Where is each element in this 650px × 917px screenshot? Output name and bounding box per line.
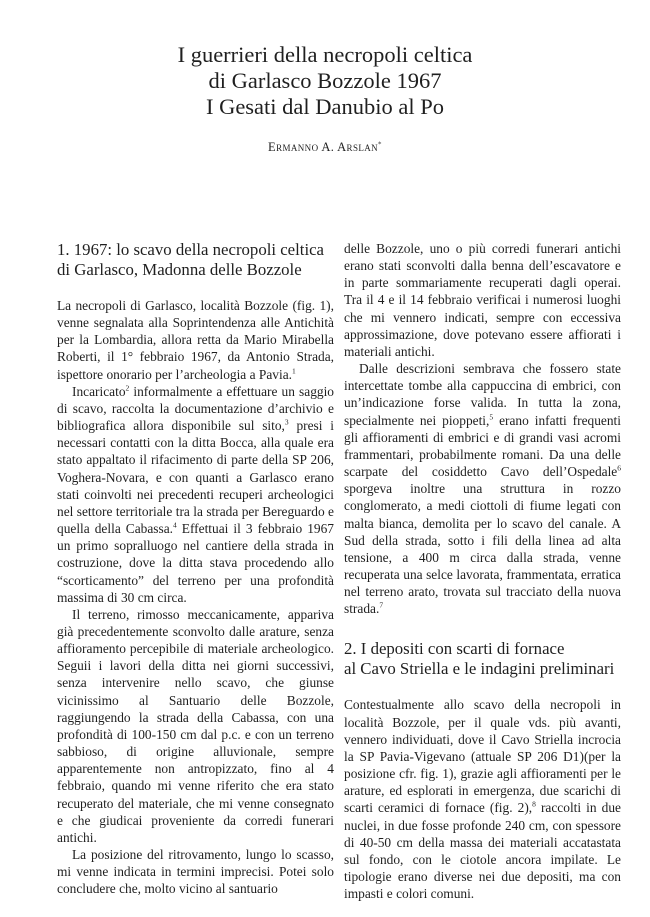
author-footnote-mark: * bbox=[378, 140, 382, 149]
paragraph-continued: delle Bozzole, uno o più corredi funerari antichi erano stati sconvolti dalla benna dell’escavatore e in parte sommariamente recuperati dagli operai. Tra il 4 e il 14 febbraio verificai i numerosi luoghi che mi vennero indicati, sempre con eccessiva approssimazione, dove potevano essere affiorati i materiali antichi. bbox=[344, 241, 621, 359]
paragraph: Incaricato$^2$ informalmente a effettuare un saggio di scavo, raccolta la documentazione d’archivio e bibliografica allora disponibile sul sito,$^3$ presi i necessari contatti con la ditta Bocca, alla quale era stato appaltato il rifacimento di parte della SP 206, Voghera-Novara, e con quanti a Garlasco erano stati coinvolti nei precedenti recuperi archeologici nel settore territoriale tra la strada per Bereguardo e quella della Cabassa.$^4$ Effettuai il 3 febbraio 1967 un primo sopralluogo nel cantiere della strada in costruzione, dove la ditta stava procedendo allo “scorticamento” del terreno per una profondità massima di 30 cm circa. bbox=[57, 383, 334, 605]
right-column bbox=[344, 240, 621, 902]
section-2-heading: 2. I depositi con scarti di fornace al Cavo Striella e le indagini preliminari bbox=[344, 639, 615, 679]
paragraph: Dalle descrizioni sembrava che fossero state intercettate tombe alla cappuccina di embrici, con un’indicazione forse valida. In tutta la zona, specialmente nei pioppeti,$^5$ erano infatti frequenti gli affioramenti di embrici e di grandi vasi acromi frammentari, probabilmente romani. Da una delle scarpate del cosiddetto Cavo dell’Ospedale$^6$ sporgeva inoltre una struttura in rozzo conglomerato, a medi ciottoli di fiume legati con malta bianca, demolita per lo scavo del canale. A Sud della strada, sotto i fili della linea ad alta tensione, a 400 m circa dalla strada, venne recuperata una selce lavorata, frammentata, erratica nel terreno arato, trovata sul tracciato della nuova strada.$^7$ bbox=[344, 361, 621, 617]
footnote-ref: 7 bbox=[379, 600, 384, 610]
paragraph: La posizione del ritrovamento, lungo lo scasso, mi venne indicata in termini imprecisi. Potei solo concludere che, molto vicino al santuario bbox=[57, 847, 334, 897]
paragraph: La necropoli di Garlasco, località Bozzole (fig. 1), venne segnalata alla Soprintendenza alle Antichità per la Lombardia, allora retta da Mario Mirabella Roberti, il 1° febbraio 1967, da Antonio Strada, ispettore onorario per l’archeologia a Pavia.$^1$ bbox=[57, 298, 334, 382]
footnote-ref: 8 bbox=[532, 799, 536, 809]
footnote-ref: 6 bbox=[617, 463, 621, 473]
section-1-heading: 1. 1967: lo scavo della necropoli celtica di Garlasco, Madonna delle Bozzole bbox=[57, 240, 325, 279]
paragraph: Contestualmente allo scavo della necropoli in località Bozzole, per il quale vds. più avanti, vennero individuati, dove il Cavo Striella incrocia la SP Pavia-Vigevano (attuale SP 206 D1)(per la posizione cfr. fig. 1), grazie agli affioramenti per le arature, ed esplorati in emergenza, due scarichi di scarti ceramici di fornace (fig. 2),$^8$ raccolti in due nuclei, in due fosse profonde 240 cm, con spessore di 40-50 cm della massa dei materiali accatastata sul fondo, con le ciotole ancora impilate. Le tipologie erano diverse nei due depositi, ma con impasti e colori comuni. bbox=[344, 697, 621, 902]
author-name: Ermanno A. Arslan bbox=[268, 140, 379, 154]
title-line-1: I guerrieri della necropoli celtica bbox=[177, 42, 473, 67]
author-line bbox=[0, 140, 650, 155]
footnote-ref: 3 bbox=[284, 417, 289, 427]
paragraph: Il terreno, rimosso meccanicamente, appariva già precedentemente sconvolto dalle arature, senza affioramento percepibile di materiale archeologico. Seguii i lavori della ditta nei giorni successivi, senza intervenire nello scavo, che giunse vicinissimo al Santuario delle Bozzole, raggiungendo la strada della Cabassa, con una profondità di 100-150 cm dal p.c. e con un terreno sabbioso, di origine alluvionale, sempre apparentemente non antropizzato, fino al 4 febbraio, quando mi venne riferito che era stato recuperato del materiale, che mi venne consegnato e che giudicai proveniente da corredi funerari antichi. bbox=[57, 606, 334, 845]
footnote-ref: 4 bbox=[173, 520, 177, 530]
footnote-ref: 5 bbox=[489, 412, 494, 422]
left-column bbox=[57, 240, 334, 897]
footnote-ref: 1 bbox=[291, 366, 296, 376]
article-title bbox=[0, 42, 650, 120]
title-line-3: I Gesati dal Danubio al Po bbox=[205, 94, 445, 119]
title-line-2: di Garlasco Bozzole 1967 bbox=[208, 68, 442, 93]
footnote-ref: 2 bbox=[125, 383, 130, 393]
